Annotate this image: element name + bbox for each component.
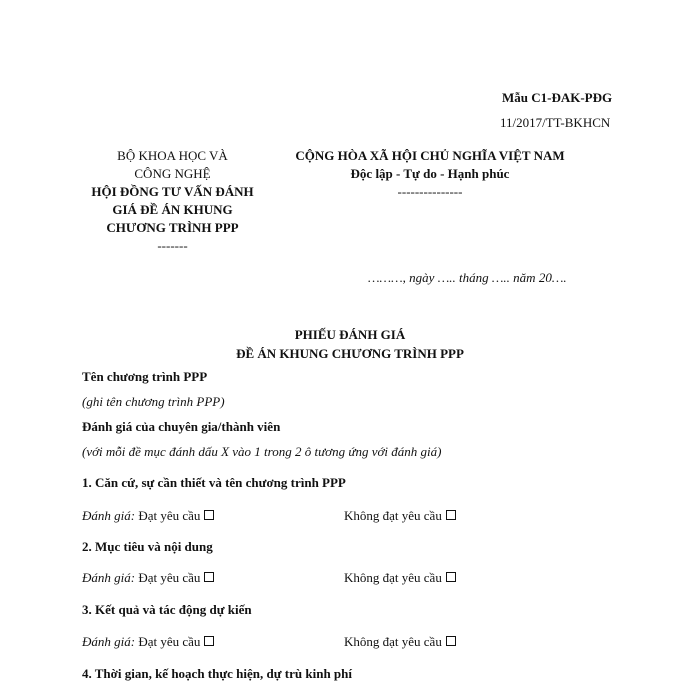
pass-checkbox[interactable] bbox=[204, 510, 214, 520]
section-2-fail bbox=[344, 570, 456, 586]
section-1-fail bbox=[344, 508, 456, 524]
issuing-authority bbox=[80, 147, 265, 255]
motto: Độc lập - Tự do - Hạnh phúc bbox=[350, 166, 510, 181]
form-code: Mẫu C1-ĐAK-PĐG bbox=[502, 90, 613, 105]
fail-label: Không đạt yêu cầu bbox=[344, 570, 442, 585]
rating-label: Đánh giá: bbox=[82, 634, 136, 649]
council-line-2: GIÁ ĐỀ ÁN KHUNG bbox=[112, 202, 233, 217]
section-2-heading: 2. Mục tiêu và nội dung bbox=[82, 539, 213, 554]
left-divider: ------- bbox=[157, 238, 188, 253]
fail-label: Không đạt yêu cầu bbox=[344, 508, 442, 523]
authority-line-1: BỘ KHOA HỌC VÀ bbox=[117, 148, 228, 163]
title-line-1: PHIẾU ĐÁNH GIÁ bbox=[294, 327, 406, 342]
section-3-rating bbox=[82, 634, 214, 650]
evaluation-label: Đánh giá của chuyên gia/thành viên bbox=[82, 419, 281, 434]
fail-label: Không đạt yêu cầu bbox=[344, 634, 442, 649]
country-name: CỘNG HÒA XÃ HỘI CHỦ NGHĨA VIỆT NAM bbox=[295, 148, 565, 163]
fail-checkbox[interactable] bbox=[446, 572, 456, 582]
section-4-heading: 4. Thời gian, kế hoạch thực hiện, dự trù kinh phí bbox=[82, 666, 353, 681]
section-2-rating bbox=[82, 570, 214, 586]
fail-checkbox[interactable] bbox=[446, 636, 456, 646]
section-1-rating bbox=[82, 508, 214, 524]
evaluation-instruction: (với mỗi đề mục đánh dấu X vào 1 trong 2 ô tương ứng với đánh giá) bbox=[82, 444, 442, 459]
program-name-note: (ghi tên chương trình PPP) bbox=[82, 394, 225, 409]
section-3-heading: 3. Kết quả và tác động dự kiến bbox=[82, 602, 252, 617]
title-line-2: ĐỀ ÁN KHUNG CHƯƠNG TRÌNH PPP bbox=[236, 346, 464, 361]
national-motto bbox=[270, 147, 590, 201]
authority-line-2: CÔNG NGHỆ bbox=[134, 166, 211, 181]
date-line: ………, ngày ….. tháng ….. năm 20…. bbox=[368, 270, 567, 285]
program-name-label: Tên chương trình PPP bbox=[82, 369, 208, 384]
pass-checkbox[interactable] bbox=[204, 572, 214, 582]
rating-label: Đánh giá: bbox=[82, 508, 136, 523]
council-line-3: CHƯƠNG TRÌNH PPP bbox=[106, 220, 239, 235]
form-title bbox=[150, 325, 550, 363]
fail-checkbox[interactable] bbox=[446, 510, 456, 520]
right-divider: --------------- bbox=[397, 184, 463, 199]
rating-label: Đánh giá: bbox=[82, 570, 136, 585]
section-3-fail bbox=[344, 634, 456, 650]
section-1-heading: 1. Căn cứ, sự cần thiết và tên chương trình PPP bbox=[82, 475, 346, 490]
pass-label: Đạt yêu cầu bbox=[138, 570, 201, 585]
pass-checkbox[interactable] bbox=[204, 636, 214, 646]
pass-label: Đạt yêu cầu bbox=[138, 508, 201, 523]
council-line-1: HỘI ĐỒNG TƯ VẤN ĐÁNH bbox=[91, 184, 254, 199]
pass-label: Đạt yêu cầu bbox=[138, 634, 201, 649]
circular-number: 11/2017/TT-BKHCN bbox=[500, 115, 611, 130]
